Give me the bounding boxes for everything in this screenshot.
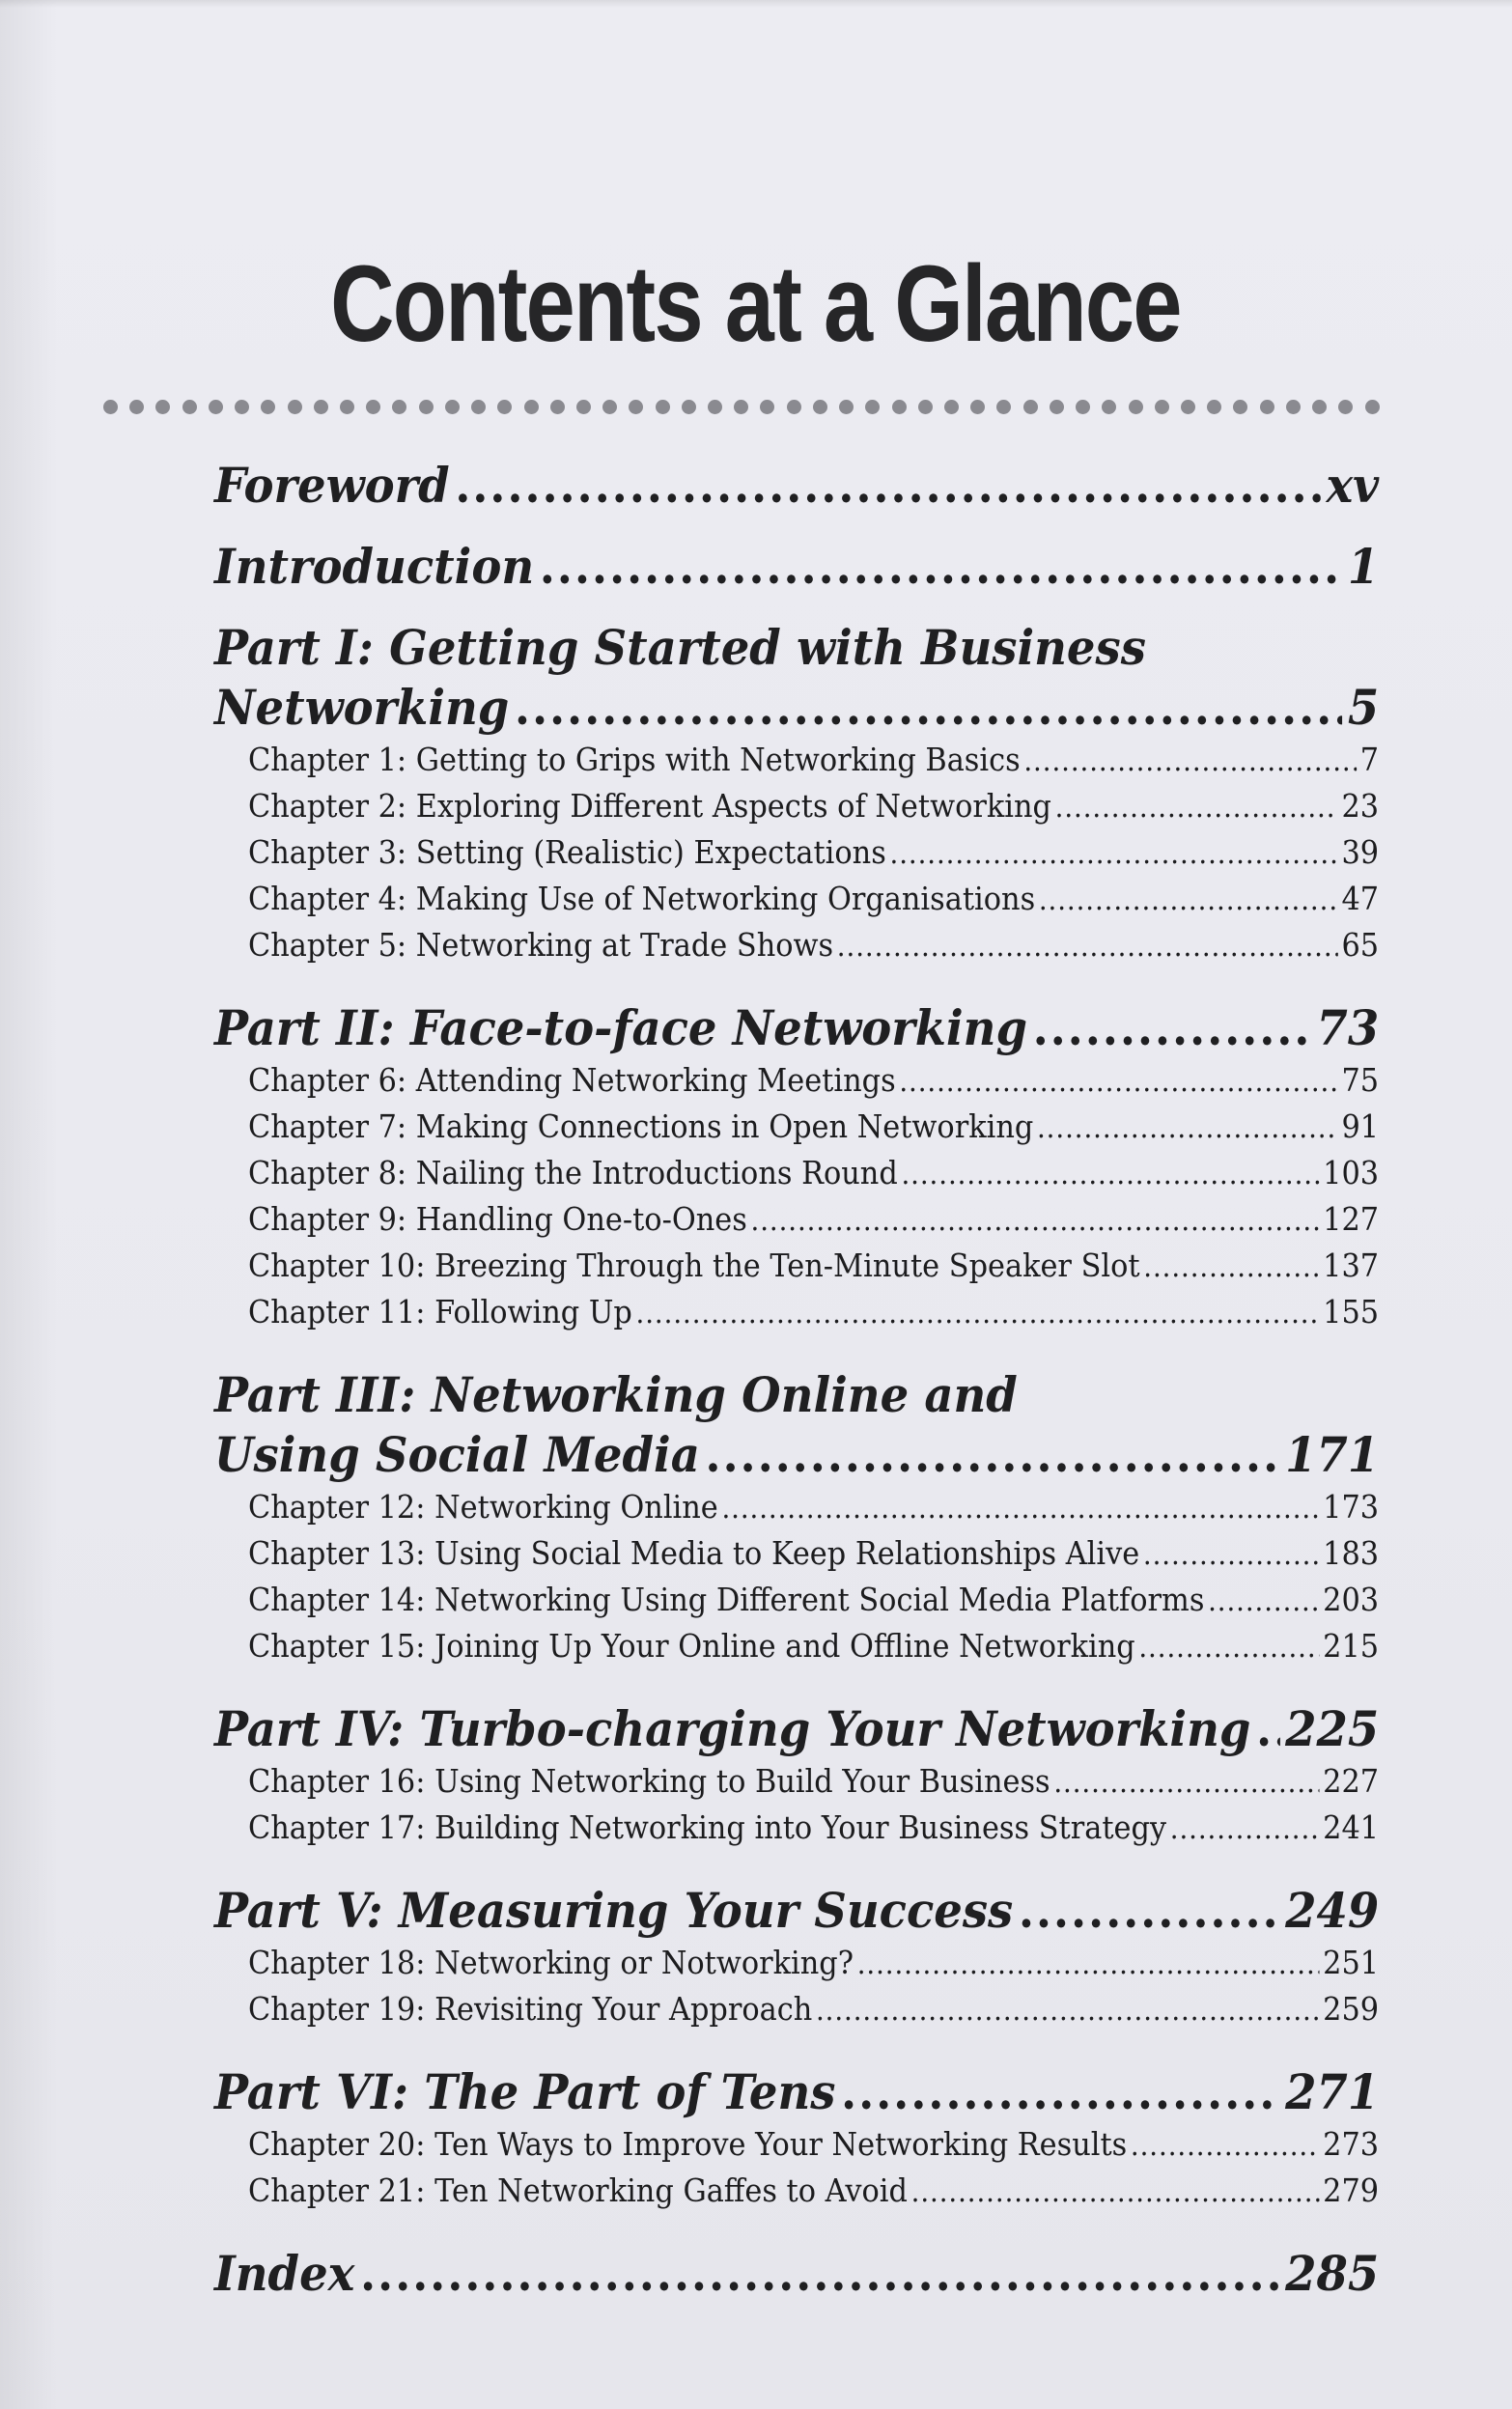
toc-chapter-row[interactable] — [214, 1987, 1379, 2033]
rule-dot — [682, 400, 696, 414]
part4-chapter-list — [214, 1759, 1379, 1852]
toc-chapter-row[interactable] — [214, 784, 1379, 830]
rule-dot — [1076, 400, 1090, 414]
toc-part4[interactable] — [214, 1699, 1379, 1759]
rule-dot — [1312, 400, 1327, 414]
rule-dot — [787, 400, 801, 414]
dot-leader — [360, 2244, 1280, 2304]
rule-dot — [1050, 400, 1064, 414]
dot-leader — [911, 2171, 1320, 2215]
chapter-title: Chapter 12: Networking Online — [247, 1488, 718, 1526]
toc-part1-title-line1[interactable]: Part I: Getting Started with Business — [214, 619, 1146, 676]
toc-foreword[interactable] — [214, 456, 1379, 516]
rule-dot — [813, 400, 827, 414]
rule-dot — [288, 400, 302, 414]
rule-dot — [1286, 400, 1301, 414]
toc-part1-title-line2: Networking — [214, 679, 510, 736]
toc-chapter-row[interactable] — [214, 738, 1379, 784]
rule-dot — [1155, 400, 1169, 414]
dot-leader — [841, 2062, 1280, 2122]
toc-introduction[interactable] — [214, 537, 1379, 597]
rule-dot — [1365, 400, 1380, 414]
rule-dot — [497, 400, 512, 414]
toc-part1-page: 5 — [1347, 679, 1380, 736]
toc-part3[interactable] — [214, 1425, 1379, 1485]
toc-chapter-row[interactable] — [214, 1941, 1379, 1987]
toc-chapter-row[interactable] — [214, 1105, 1379, 1151]
toc-part6-page: 271 — [1285, 2063, 1380, 2120]
chapter-page-number: 215 — [1323, 1627, 1380, 1665]
chapter-page-number: 47 — [1341, 880, 1380, 917]
dot-leader — [1037, 1106, 1338, 1151]
chapter-title: Chapter 1: Getting to Grips with Networking Basics — [247, 741, 1021, 778]
rule-dot — [182, 400, 197, 414]
dot-leader — [1143, 1246, 1319, 1290]
toc-part2[interactable] — [214, 998, 1379, 1058]
rule-dot — [708, 400, 722, 414]
toc-part2-title: Part II: Face-to-face Networking — [214, 999, 1027, 1056]
rule-dot — [471, 400, 486, 414]
part1-chapter-list — [214, 738, 1379, 969]
rule-dot — [1181, 400, 1195, 414]
toc-chapter-row[interactable] — [214, 830, 1379, 877]
chapter-page-number: 75 — [1341, 1061, 1380, 1099]
dot-leader — [751, 1199, 1320, 1244]
dot-leader — [857, 1943, 1320, 1987]
toc-chapter-row[interactable] — [214, 1244, 1379, 1290]
chapter-title: Chapter 10: Breezing Through the Ten-Minute Speaker Slot — [247, 1247, 1140, 1284]
rule-dot — [340, 400, 354, 414]
toc-index[interactable] — [214, 2244, 1379, 2304]
toc-index-page: 285 — [1285, 2245, 1380, 2302]
toc-part3-title-line1[interactable]: Part III: Networking Online and — [214, 1366, 1018, 1423]
dot-leader — [901, 1153, 1319, 1197]
chapter-page-number: 39 — [1341, 833, 1380, 871]
rule-dot — [314, 400, 328, 414]
chapter-page-number: 7 — [1359, 741, 1380, 778]
dot-leader — [721, 1487, 1319, 1531]
rule-dot — [839, 400, 854, 414]
chapter-title: Chapter 4: Making Use of Networking Organisations — [247, 880, 1036, 917]
dot-leader — [816, 1989, 1320, 2033]
table-of-contents — [214, 456, 1379, 2304]
toc-foreword-page: xv — [1326, 457, 1380, 514]
chapter-title: Chapter 11: Following Up — [247, 1293, 632, 1331]
rule-dot — [865, 400, 880, 414]
toc-part6[interactable] — [214, 2062, 1379, 2122]
chapter-page-number: 91 — [1341, 1107, 1380, 1145]
chapter-title: Chapter 7: Making Connections in Open Networking — [247, 1107, 1034, 1145]
rule-dot — [1023, 400, 1038, 414]
toc-part1[interactable] — [214, 678, 1379, 738]
part5-chapter-list — [214, 1941, 1379, 2033]
dot-leader — [636, 1292, 1320, 1336]
rule-dot — [1129, 400, 1143, 414]
dot-leader — [1131, 2124, 1320, 2169]
toc-part5-title: Part V: Measuring Your Success — [214, 1882, 1014, 1939]
dot-leader — [1053, 1761, 1319, 1806]
chapter-title: Chapter 6: Attending Networking Meetings — [247, 1061, 896, 1099]
rule-dot — [944, 400, 959, 414]
rule-dot — [419, 400, 434, 414]
dot-leader — [1019, 1881, 1280, 1941]
rule-dot — [918, 400, 933, 414]
toc-introduction-page: 1 — [1347, 538, 1380, 595]
rule-dot — [970, 400, 985, 414]
rule-dot — [1102, 400, 1116, 414]
rule-dot — [1207, 400, 1221, 414]
dot-leader — [1055, 786, 1338, 830]
chapter-page-number: 203 — [1323, 1581, 1380, 1618]
dot-leader — [540, 537, 1343, 597]
toc-chapter-row[interactable] — [214, 1290, 1379, 1336]
part6-chapter-list — [214, 2122, 1379, 2215]
chapter-title: Chapter 16: Using Networking to Build Your Business — [247, 1762, 1050, 1800]
toc-chapter-row[interactable] — [214, 923, 1379, 969]
chapter-page-number: 103 — [1323, 1154, 1380, 1191]
chapter-title: Chapter 3: Setting (Realistic) Expectations — [247, 833, 886, 871]
toc-chapter-row[interactable] — [214, 1578, 1379, 1624]
rule-dot — [1338, 400, 1353, 414]
toc-chapter-row[interactable] — [214, 1058, 1379, 1105]
chapter-title: Chapter 9: Handling One-to-Ones — [247, 1200, 747, 1238]
toc-part4-title: Part IV: Turbo-charging Your Networking — [214, 1700, 1251, 1757]
chapter-page-number: 279 — [1323, 2171, 1380, 2209]
dot-leader — [899, 1060, 1337, 1105]
chapter-page-number: 183 — [1323, 1534, 1380, 1572]
rule-dot — [129, 400, 144, 414]
dot-leader — [890, 832, 1338, 877]
toc-part3-title-line2: Using Social Media — [214, 1426, 700, 1483]
chapter-title: Chapter 2: Exploring Different Aspects of Networking — [247, 787, 1051, 825]
toc-index-label: Index — [214, 2245, 355, 2302]
dot-leader — [1256, 1699, 1280, 1759]
toc-part3-page: 171 — [1285, 1426, 1380, 1483]
toc-chapter-row[interactable] — [214, 1531, 1379, 1578]
toc-chapter-row[interactable] — [214, 877, 1379, 923]
toc-part5[interactable] — [214, 1881, 1379, 1941]
rule-dot — [261, 400, 275, 414]
chapter-page-number: 173 — [1323, 1488, 1380, 1526]
rule-dot — [445, 400, 460, 414]
chapter-page-number: 227 — [1323, 1762, 1380, 1800]
chapter-title: Chapter 15: Joining Up Your Online and Offline Networking — [247, 1627, 1135, 1665]
chapter-page-number: 251 — [1323, 1944, 1380, 1981]
toc-introduction-label: Introduction — [214, 538, 535, 595]
chapter-title: Chapter 21: Ten Networking Gaffes to Avoid — [247, 2171, 908, 2209]
chapter-title: Chapter 14: Networking Using Different Social Media Platforms — [247, 1581, 1205, 1618]
toc-chapter-row[interactable] — [214, 2122, 1379, 2169]
toc-foreword-label: Foreword — [214, 457, 450, 514]
page-fold-shadow — [0, 0, 58, 2409]
dot-leader — [1138, 1626, 1319, 1670]
chapter-title: Chapter 18: Networking or Notworking? — [247, 1944, 854, 1981]
toc-part4-page: 225 — [1285, 1700, 1380, 1757]
rule-dot — [550, 400, 565, 414]
rule-dot — [392, 400, 406, 414]
rule-dot — [103, 400, 118, 414]
chapter-page-number: 65 — [1341, 926, 1380, 964]
toc-chapter-row[interactable] — [214, 1759, 1379, 1806]
rule-dot — [1260, 400, 1274, 414]
rule-dot — [629, 400, 643, 414]
dot-leader — [1170, 1807, 1320, 1852]
rule-dot — [734, 400, 748, 414]
rule-dot — [576, 400, 591, 414]
chapter-page-number: 241 — [1323, 1808, 1380, 1846]
dot-leader — [455, 456, 1321, 516]
chapter-title: Chapter 8: Nailing the Introductions Round — [247, 1154, 898, 1191]
rule-dot — [524, 400, 539, 414]
toc-chapter-row[interactable] — [214, 2169, 1379, 2215]
rule-dot — [209, 400, 223, 414]
part2-chapter-list — [214, 1058, 1379, 1336]
chapter-title: Chapter 17: Building Networking into Your Business Strategy — [247, 1808, 1167, 1846]
dot-leader — [705, 1425, 1279, 1485]
page-top-edge — [0, 0, 1512, 8]
chapter-title: Chapter 13: Using Social Media to Keep Relationships Alive — [247, 1534, 1140, 1572]
rule-dot — [760, 400, 774, 414]
rule-dot — [155, 400, 170, 414]
toc-part2-page: 73 — [1316, 999, 1380, 1056]
chapter-page-number: 273 — [1323, 2125, 1380, 2163]
rule-dot — [366, 400, 380, 414]
toc-chapter-row[interactable] — [214, 1806, 1379, 1852]
rule-dot — [892, 400, 907, 414]
toc-chapter-row[interactable] — [214, 1197, 1379, 1244]
rule-dot — [996, 400, 1011, 414]
dot-leader — [1039, 879, 1338, 923]
dotted-rule — [103, 396, 1380, 417]
dot-leader — [1208, 1580, 1319, 1624]
rule-dot — [602, 400, 617, 414]
toc-chapter-row[interactable] — [214, 1485, 1379, 1531]
chapter-title: Chapter 20: Ten Ways to Improve Your Networking Results — [247, 2125, 1128, 2163]
dot-leader — [1023, 740, 1357, 784]
page-title: Contents at a Glance — [330, 243, 1181, 364]
rule-dot — [656, 400, 670, 414]
rule-dot — [235, 400, 249, 414]
toc-chapter-row[interactable] — [214, 1151, 1379, 1197]
chapter-title: Chapter 19: Revisiting Your Approach — [247, 1990, 813, 2028]
chapter-page-number: 137 — [1323, 1247, 1380, 1284]
part3-chapter-list — [214, 1485, 1379, 1670]
chapter-page-number: 155 — [1323, 1293, 1380, 1331]
chapter-title: Chapter 5: Networking at Trade Shows — [247, 926, 834, 964]
toc-chapter-row[interactable] — [214, 1624, 1379, 1670]
dot-leader — [1033, 998, 1311, 1058]
dot-leader — [515, 678, 1342, 738]
dot-leader — [837, 925, 1338, 969]
dot-leader — [1143, 1533, 1320, 1578]
toc-part6-title: Part VI: The Part of Tens — [214, 2063, 836, 2120]
chapter-page-number: 259 — [1323, 1990, 1380, 2028]
rule-dot — [1233, 400, 1247, 414]
toc-part5-page: 249 — [1285, 1882, 1380, 1939]
chapter-page-number: 23 — [1341, 787, 1380, 825]
chapter-page-number: 127 — [1323, 1200, 1380, 1238]
